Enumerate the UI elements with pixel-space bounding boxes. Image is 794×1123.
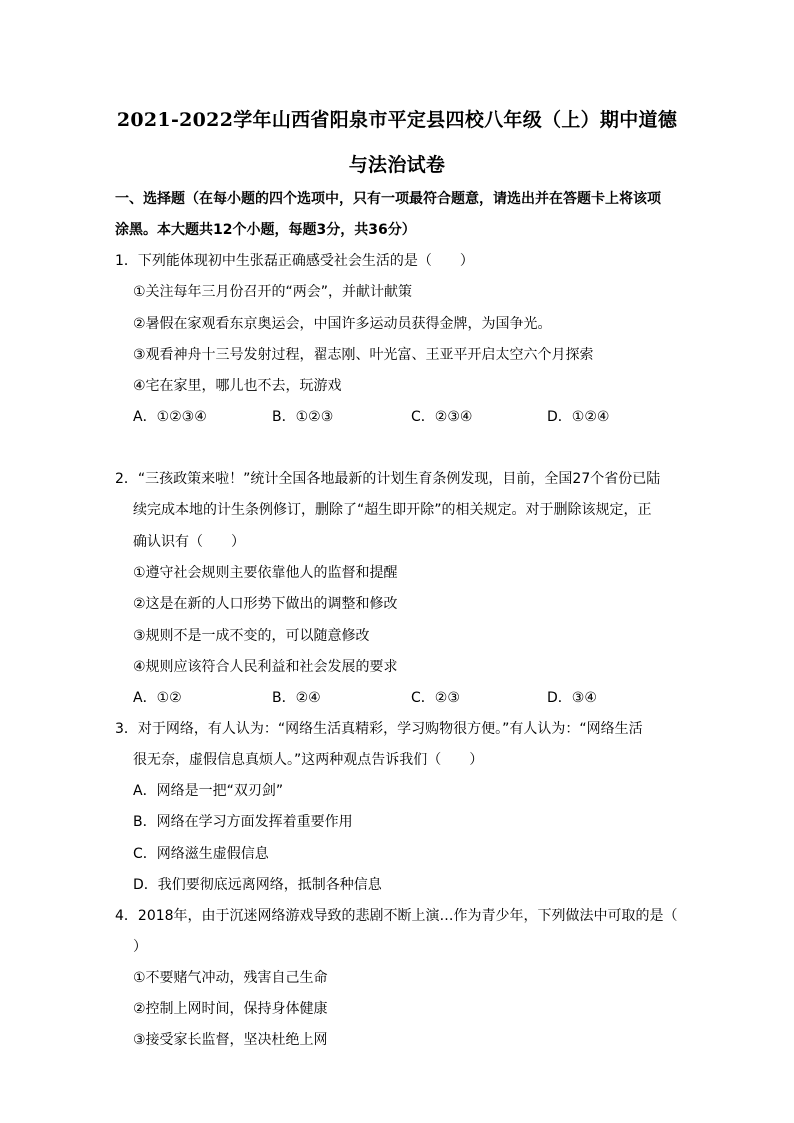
option-d: D．①②④ [547, 409, 610, 425]
option-c: C．网络滋生虚假信息 [133, 846, 269, 862]
option-b: B．②④ [272, 690, 321, 706]
question-item: ②控制上网时间，保持身体健康 [133, 1001, 328, 1017]
question-item: ④宅在家里，哪儿也不去，玩游戏 [133, 378, 342, 394]
question-item: ③规则不是一成不变的，可以随意修改 [133, 628, 370, 644]
section-heading-line-2: 涂黑。本大题共12个小题，每题3分，共36分） [115, 222, 416, 238]
question-item: ④规则应该符合人民利益和社会发展的要求 [133, 659, 398, 675]
question-stem: 续完成本地的计生条例修订，删除了“超生即开除”的相关规定。对于删除该规定，正 [133, 502, 652, 518]
option-c: C．②③ [411, 690, 460, 706]
question-item: ②暑假在家观看东京奥运会，中国许多运动员获得金牌，为国争光。 [133, 316, 552, 332]
question-stem: 确认识有（ ） [133, 534, 245, 550]
option-d: D．我们要彻底远离网络，抵制各种信息 [133, 877, 382, 893]
question-stem: ） [133, 939, 147, 955]
question-item: ③接受家长监督，坚决杜绝上网 [133, 1032, 328, 1048]
option-a: A．网络是一把“双刃剑” [133, 783, 284, 799]
question-stem: 很无奈，虚假信息真烦人。”这两种观点告诉我们（ ） [133, 752, 484, 768]
section-heading-line-1: 一、选择题（在每小题的四个选项中，只有一项最符合题意，请选出并在答题卡上将该项 [115, 191, 661, 207]
question-item: ①关注每年三月份召开的“两会”，并献计献策 [133, 284, 413, 300]
question-item: ①遵守社会规则主要依靠他人的监督和提醒 [133, 565, 398, 581]
question-stem: 4．2018年，由于沉迷网络游戏导致的悲剧不断上演…作为青少年，下列做法中可取的是（ [115, 908, 678, 924]
option-b: B．网络在学习方面发挥着重要作用 [133, 814, 353, 830]
question-stem: 1．下列能体现初中生张磊正确感受社会生活的是（ ） [115, 253, 474, 269]
question-item: ①不要赌气冲动，残害自己生命 [133, 970, 328, 986]
exam-title-line-1: 2021-2022学年山西省阳泉市平定县四校八年级（上）期中道德 [116, 109, 678, 131]
exam-title-line-2: 与法治试卷 [348, 154, 446, 176]
option-a: A．①② [133, 690, 182, 706]
option-c: C．②③④ [411, 409, 473, 425]
question-stem: 2．“三孩政策来啦！”统计全国各地最新的计划生育条例发现，目前，全国27个省份已陆 [115, 471, 661, 487]
question-stem: 3．对于网络，有人认为：“网络生活真精彩，学习购物很方便。”有人认为：“网络生活 [115, 721, 643, 737]
option-b: B．①②③ [272, 409, 334, 425]
question-item: ③观看神舟十三号发射过程，翟志刚、叶光富、王亚平开启太空六个月探索 [133, 347, 594, 363]
option-a: A．①②③④ [133, 409, 207, 425]
question-item: ②这是在新的人口形势下做出的调整和修改 [133, 596, 398, 612]
option-d: D．③④ [547, 690, 597, 706]
